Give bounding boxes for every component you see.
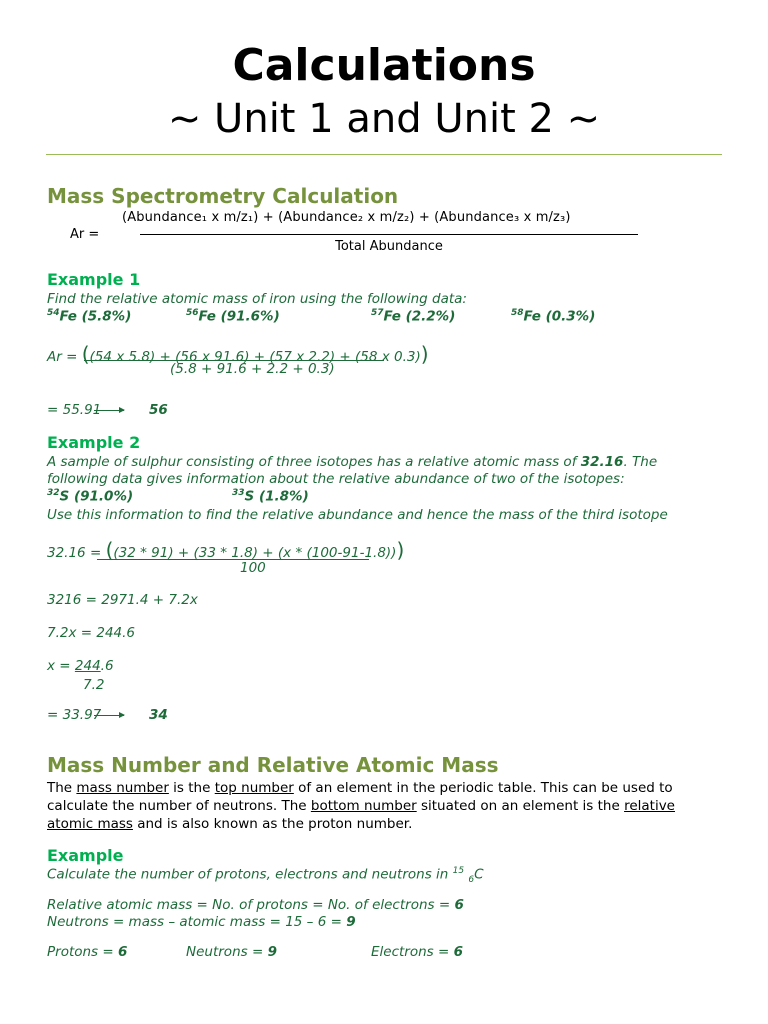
isotope-fe56: $^{56}$Fe (91.6%) [186,308,280,325]
header-divider [46,154,722,155]
example3-prompt: Calculate the number of protons, electrons and neutrons in $^{15}$ $_6$C [47,866,484,886]
isotope-fe54: $^{54}$Fe (5.8%) [47,308,132,325]
example1-rounded: 56 [149,402,168,418]
isotope-s33: $^{33}$S (1.8%) [232,488,309,505]
example2-heading: Example 2 [47,433,141,452]
example2-equation: 32.16 = ((32 * 91) + (33 * 1.8) + (x * (100-91-1.8))) [47,538,405,562]
page-subtitle: ~ Unit 1 and Unit 2 ~ [167,96,601,142]
formula-denominator: Total Abundance [335,239,443,254]
example1-prompt: Find the relative atomic mass of iron using the following data: [47,291,467,307]
mass-number-para-line1: The mass number is the top number of an element in the periodic table. This can be used to [47,780,673,796]
example3-heading: Example [47,846,124,865]
example1-heading: Example 1 [47,270,141,289]
neutrons-result: Neutrons = 9 [186,944,277,960]
mass-number-para-line3: atomic mass and is also known as the proton number. [47,816,413,832]
example3-line1: Relative atomic mass = No. of protons = No. of electrons = 6 [47,897,464,913]
isotope-s32: $^{32}$S (91.0%) [47,488,134,505]
example1-denominator: (5.8 + 91.6 + 2.2 + 0.3) [170,361,335,377]
example2-denominator: 100 [240,560,266,576]
formula-lhs: Ar = [70,227,100,242]
example2-result: = 33.97 [47,707,102,723]
example2-text-line1: A sample of sulphur consisting of three isotopes has a relative atomic mass of 32.16. The [47,454,658,470]
protons-result: Protons = 6 [47,944,128,960]
example1-equation: Ar = ((54 x 5.8) + (56 x 91.6) + (57 x 2.2) + (58 x 0.3)) [47,342,429,366]
example1-result: = 55.91 [47,402,102,418]
example2-step1: 3216 = 2971.4 + 7.2x [47,592,198,608]
mass-spec-heading: Mass Spectrometry Calculation [47,184,399,208]
page-title: Calculations [232,40,536,91]
mass-number-para-line2: calculate the number of neutrons. The bottom number situated on an element is the relative [47,798,675,814]
isotope-fe57: $^{57}$Fe (2.2%) [371,308,456,325]
electrons-result: Electrons = 6 [371,944,464,960]
example2-step3: x = 244.6 [47,658,114,674]
example2-rounded: 34 [149,707,168,723]
isotope-fe58: $^{58}$Fe (0.3%) [511,308,596,325]
example2-fraction-bar [97,559,369,560]
formula-fraction-bar [140,234,638,235]
arrow-icon [94,715,124,716]
example3-line2: Neutrons = mass – atomic mass = 15 – 6 = 9 [47,914,356,930]
example2-text-line3: Use this information to find the relative abundance and hence the mass of the third isotope [47,507,668,523]
example2-step2: 7.2x = 244.6 [47,625,136,641]
example2-step3-denominator: 7.2 [83,677,105,693]
example2-text-line2: following data gives information about the relative abundance of two of the isotopes: [47,471,625,487]
formula-numerator: (Abundance₁ x m/z₁) + (Abundance₂ x m/z₂) + (Abundance₃ x m/z₃) [122,210,571,225]
arrow-icon [94,410,124,411]
mass-number-heading: Mass Number and Relative Atomic Mass [47,753,499,777]
